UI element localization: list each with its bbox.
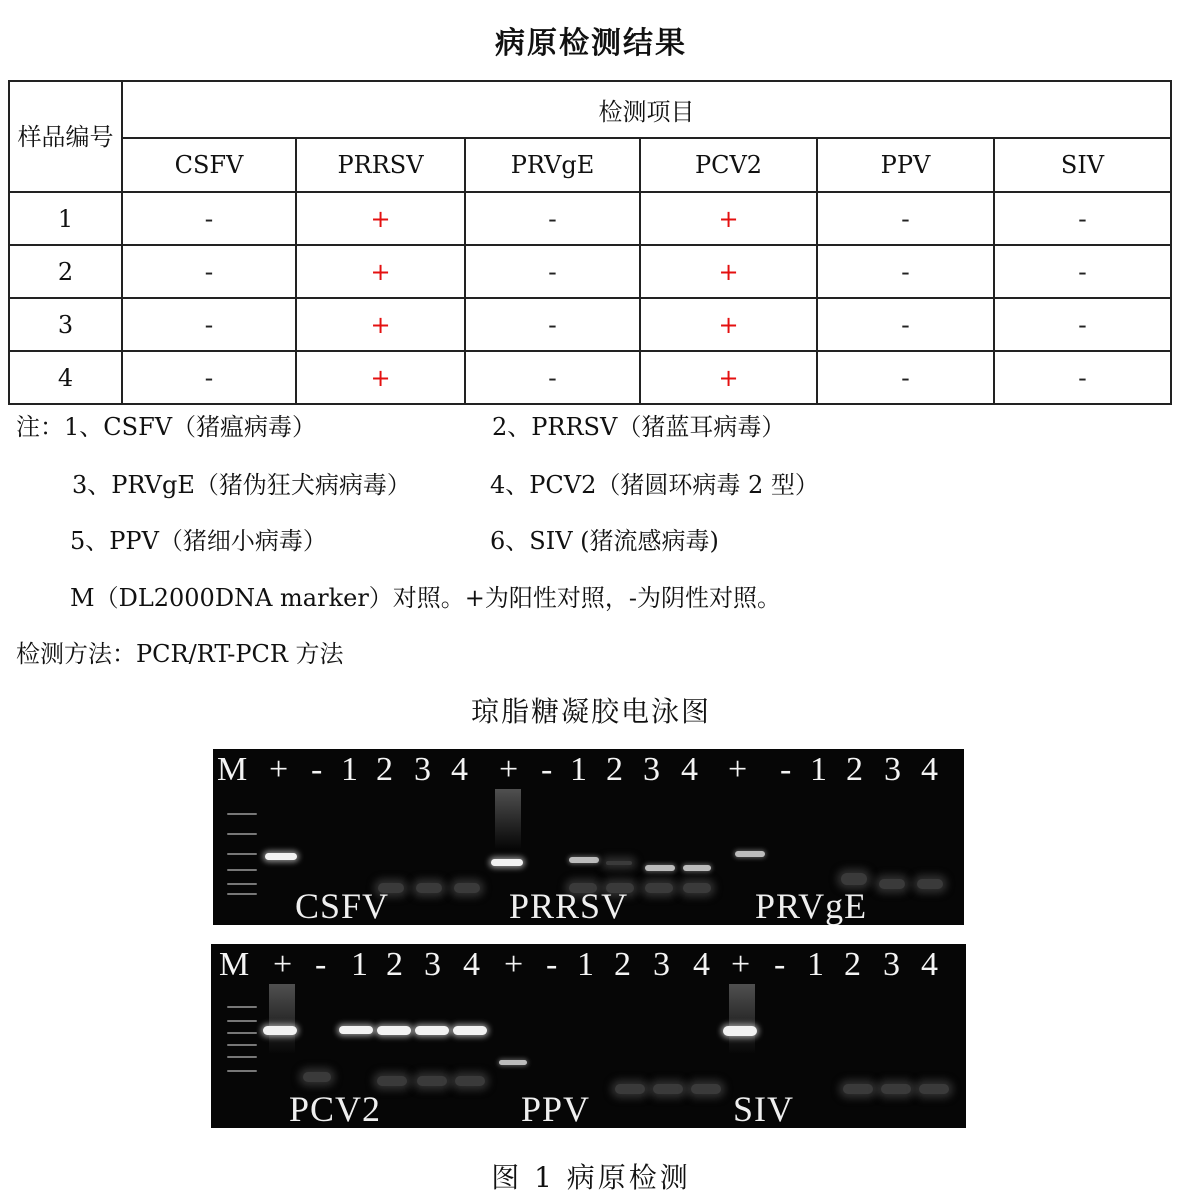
table-row	[9, 351, 1171, 404]
result-cell: +	[640, 245, 817, 298]
result-cell: -	[994, 245, 1171, 298]
result-cell: -	[122, 192, 296, 245]
primer-dimer-band	[454, 883, 480, 893]
result-cell: +	[296, 192, 465, 245]
lane-label: 2	[844, 946, 861, 983]
ladder-band	[227, 1006, 257, 1008]
lane-label: 4	[921, 751, 938, 788]
note-prrsv: 2、PRRSV（猪蓝耳病毒）	[492, 413, 786, 441]
lane-label: 3	[884, 751, 901, 788]
sample-id: 2	[9, 245, 122, 298]
result-cell: -	[465, 298, 640, 351]
pcr-band	[453, 1026, 487, 1035]
lane-label: 2	[846, 751, 863, 788]
result-cell: -	[994, 298, 1171, 351]
pcr-band	[265, 853, 297, 860]
gel-target-label: PRVgE	[755, 886, 868, 925]
result-cell: +	[640, 298, 817, 351]
sample-id: 3	[9, 298, 122, 351]
lane-label: 2	[376, 751, 393, 788]
lane-label: -	[546, 946, 558, 983]
result-cell: -	[465, 245, 640, 298]
gel-well-smear	[269, 984, 295, 1054]
primer-dimer-band	[615, 1084, 645, 1094]
ladder-band	[227, 1020, 257, 1022]
lane-label: 3	[414, 751, 431, 788]
sample-number-header: 样品编号	[9, 81, 122, 192]
primer-dimer-band	[691, 1084, 721, 1094]
result-cell: +	[296, 298, 465, 351]
gel-image-top	[213, 749, 964, 925]
result-cell: -	[122, 245, 296, 298]
gel-title: 琼脂糖凝胶电泳图	[470, 695, 711, 728]
result-cell: +	[640, 192, 817, 245]
column-header: SIV	[994, 138, 1171, 192]
lane-label: 2	[614, 946, 631, 983]
result-cell: -	[465, 192, 640, 245]
lane-label: 3	[653, 946, 670, 983]
pcr-band	[606, 861, 632, 865]
page-title: 病原检测结果	[495, 26, 687, 61]
lane-label: 4	[451, 751, 468, 788]
lane-label: 1	[810, 751, 827, 788]
lane-label: +	[499, 751, 519, 788]
gel-target-label: PRRSV	[509, 886, 629, 925]
lane-label: +	[731, 946, 751, 983]
ladder-band	[227, 893, 257, 895]
note-siv: 6、SIV (猪流感病毒)	[490, 527, 719, 555]
lane-label: +	[504, 946, 524, 983]
column-header-row	[9, 138, 1171, 192]
pcr-band	[491, 859, 523, 866]
figure-caption: 图 1 病原检测	[491, 1161, 691, 1194]
gel-target-label: SIV	[733, 1089, 795, 1128]
table-row	[9, 192, 1171, 245]
ladder-band	[227, 1056, 257, 1058]
primer-dimer-band	[303, 1072, 331, 1082]
ladder-band	[227, 1044, 257, 1046]
lane-label: 2	[386, 946, 403, 983]
result-cell: -	[994, 351, 1171, 404]
result-cell: -	[994, 192, 1171, 245]
lane-label: 3	[883, 946, 900, 983]
primer-dimer-band	[416, 883, 442, 893]
primer-dimer-band	[843, 1084, 873, 1094]
primer-dimer-band	[917, 879, 943, 889]
result-cell: -	[817, 245, 994, 298]
gel-image-bottom	[211, 944, 966, 1128]
primer-dimer-band	[417, 1076, 447, 1086]
ladder-band	[227, 883, 257, 885]
gel-well-smear	[495, 789, 521, 849]
note-ppv: 5、PPV（猪细小病毒）	[70, 527, 327, 555]
lane-label: 3	[643, 751, 660, 788]
pcr-band	[683, 865, 711, 871]
primer-dimer-band	[919, 1084, 949, 1094]
pcr-band	[645, 865, 675, 871]
result-cell: +	[296, 351, 465, 404]
column-header: CSFV	[122, 138, 296, 192]
pcr-band	[377, 1026, 411, 1035]
result-cell: +	[296, 245, 465, 298]
result-cell: -	[817, 192, 994, 245]
note-prvge: 3、PRVgE（猪伪狂犬病病毒）	[72, 471, 411, 499]
lane-label: 1	[341, 751, 358, 788]
lane-label: 4	[693, 946, 710, 983]
lane-label: 1	[577, 946, 594, 983]
pcr-band	[499, 1060, 527, 1065]
lane-label: -	[311, 751, 323, 788]
ladder-band	[227, 1032, 257, 1034]
column-header: PRVgE	[465, 138, 640, 192]
result-cell: +	[640, 351, 817, 404]
result-cell: -	[122, 298, 296, 351]
note-marker: M（DL2000DNA marker）对照。+为阳性对照，-为阴性对照。	[70, 584, 782, 612]
pcr-band	[263, 1026, 297, 1035]
pcr-band	[339, 1026, 373, 1034]
ladder-band	[227, 833, 257, 835]
lane-label: 1	[570, 751, 587, 788]
lane-label: 2	[606, 751, 623, 788]
sample-id: 4	[9, 351, 122, 404]
lane-label: +	[728, 751, 748, 788]
lane-label: 1	[351, 946, 368, 983]
result-cell: -	[465, 351, 640, 404]
sample-id: 1	[9, 192, 122, 245]
primer-dimer-band	[879, 879, 905, 889]
column-header: PRRSV	[296, 138, 465, 192]
lane-label: M	[217, 751, 248, 788]
detection-method: 检测方法：PCR/RT-PCR 方法	[16, 640, 344, 668]
lane-label: -	[780, 751, 792, 788]
lane-label: M	[219, 946, 250, 983]
column-header: PPV	[817, 138, 994, 192]
lane-label: -	[774, 946, 786, 983]
primer-dimer-band	[653, 1084, 683, 1094]
primer-dimer-band	[645, 883, 673, 893]
table-row	[9, 298, 1171, 351]
lane-label: 1	[807, 946, 824, 983]
result-cell: -	[817, 298, 994, 351]
results-table	[8, 80, 1172, 405]
table-row	[9, 245, 1171, 298]
pcr-band	[735, 851, 765, 857]
gel-target-label: CSFV	[295, 886, 390, 925]
column-header: PCV2	[640, 138, 817, 192]
ladder-band	[227, 1070, 257, 1072]
primer-dimer-band	[841, 873, 867, 885]
primer-dimer-band	[455, 1076, 485, 1086]
pcr-band	[723, 1026, 757, 1036]
gel-well-smear	[729, 984, 755, 1054]
lane-label: 4	[681, 751, 698, 788]
ladder-band	[227, 813, 257, 815]
lane-label: 3	[424, 946, 441, 983]
lane-label: -	[541, 751, 553, 788]
lane-label: 4	[463, 946, 480, 983]
gel-target-label: PCV2	[289, 1089, 382, 1128]
ladder-band	[227, 869, 257, 871]
result-cell: -	[122, 351, 296, 404]
pcr-band	[569, 857, 599, 863]
gel-target-label: PPV	[521, 1089, 591, 1128]
lane-label: +	[269, 751, 289, 788]
lane-label: -	[315, 946, 327, 983]
ladder-band	[227, 853, 257, 855]
lane-label: 4	[921, 946, 938, 983]
lane-label: +	[273, 946, 293, 983]
result-cell: -	[817, 351, 994, 404]
test-items-header: 检测项目	[122, 81, 1171, 138]
primer-dimer-band	[881, 1084, 911, 1094]
primer-dimer-band	[683, 883, 711, 893]
note-csfv: 注：1、CSFV（猪瘟病毒）	[16, 413, 317, 441]
primer-dimer-band	[377, 1076, 407, 1086]
pcr-band	[415, 1026, 449, 1035]
note-pcv2: 4、PCV2（猪圆环病毒 2 型）	[490, 471, 819, 499]
